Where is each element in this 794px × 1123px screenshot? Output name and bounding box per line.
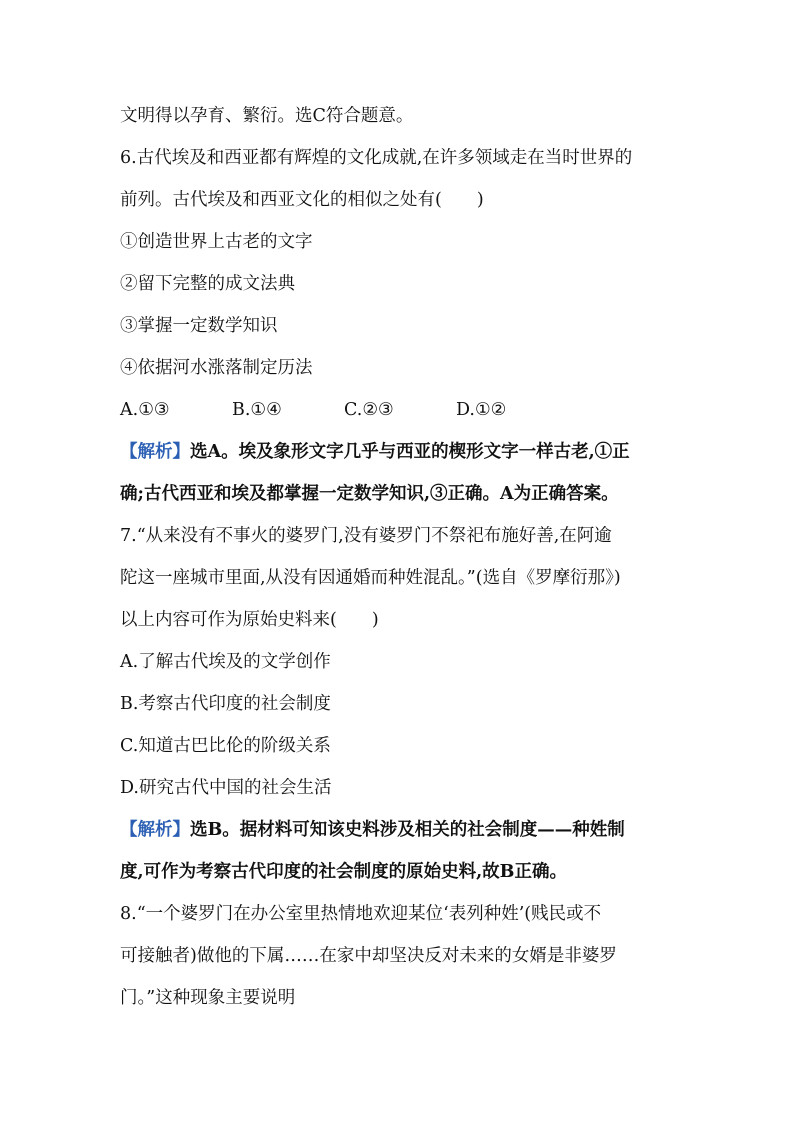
question-8-stem: 8.“一个婆罗门在办公室里热情地欢迎某位‘表列种姓’(贱民或不 — [120, 904, 602, 924]
question-7-stem-cont: 陀这一座城市里面,从没有因通婚而种姓混乱。”(选自《罗摩衍那》) — [120, 568, 621, 588]
q6-item-2: ②留下完整的成文法典 — [120, 274, 295, 294]
question-8-prompt: 门。”这种现象主要说明 — [120, 988, 296, 1008]
q6-options — [120, 398, 700, 422]
q6-item-1: ①创造世界上古老的文字 — [120, 232, 313, 252]
q6-item-3: ③掌握一定数学知识 — [120, 316, 278, 336]
q7-analysis-text: 选B。据材料可知该史料涉及相关的社会制度——种姓制 — [190, 820, 625, 840]
q6-option-b: B.①④ — [232, 400, 282, 420]
q7-option-d: D.研究古代中国的社会生活 — [120, 778, 332, 798]
q6-option-a: A.①③ — [120, 400, 170, 420]
q6-analysis-text: 选A。埃及象形文字几乎与西亚的楔形文字一样古老,①正 — [190, 442, 630, 462]
analysis-tag: 【解析】 — [120, 820, 190, 840]
q6-option-c: C.②③ — [344, 400, 394, 420]
q7-analysis-cont: 度,可作为考察古代印度的社会制度的原始史料,故B正确。 — [120, 862, 567, 882]
question-8-stem-cont: 可接触者)做他的下属……在家中却坚决反对未来的女婿是非婆罗 — [120, 946, 617, 966]
analysis-tag: 【解析】 — [120, 442, 190, 462]
q7-option-c: C.知道古巴比伦的阶级关系 — [120, 736, 331, 756]
q6-analysis — [120, 440, 700, 464]
question-6-stem-cont: 前列。古代埃及和西亚文化的相似之处有( ) — [120, 190, 484, 210]
question-6-stem: 6.古代埃及和西亚都有辉煌的文化成就,在许多领域走在当时世界的 — [120, 148, 633, 168]
q6-analysis-cont: 确;古代西亚和埃及都掌握一定数学知识,③正确。A为正确答案。 — [120, 484, 619, 504]
q6-option-d: D.①② — [456, 400, 507, 420]
q7-analysis — [120, 818, 700, 842]
q7-option-b: B.考察古代印度的社会制度 — [120, 694, 331, 714]
q7-option-a: A.了解古代埃及的文学创作 — [120, 652, 331, 672]
question-7-prompt: 以上内容可作为原始史料来( ) — [120, 610, 379, 630]
question-7-stem: 7.“从来没有不事火的婆罗门,没有婆罗门不祭祀布施好善,在阿逾 — [120, 526, 612, 546]
text-line: 文明得以孕育、繁衍。选C符合题意。 — [120, 106, 414, 126]
q6-item-4: ④依据河水涨落制定历法 — [120, 358, 313, 378]
